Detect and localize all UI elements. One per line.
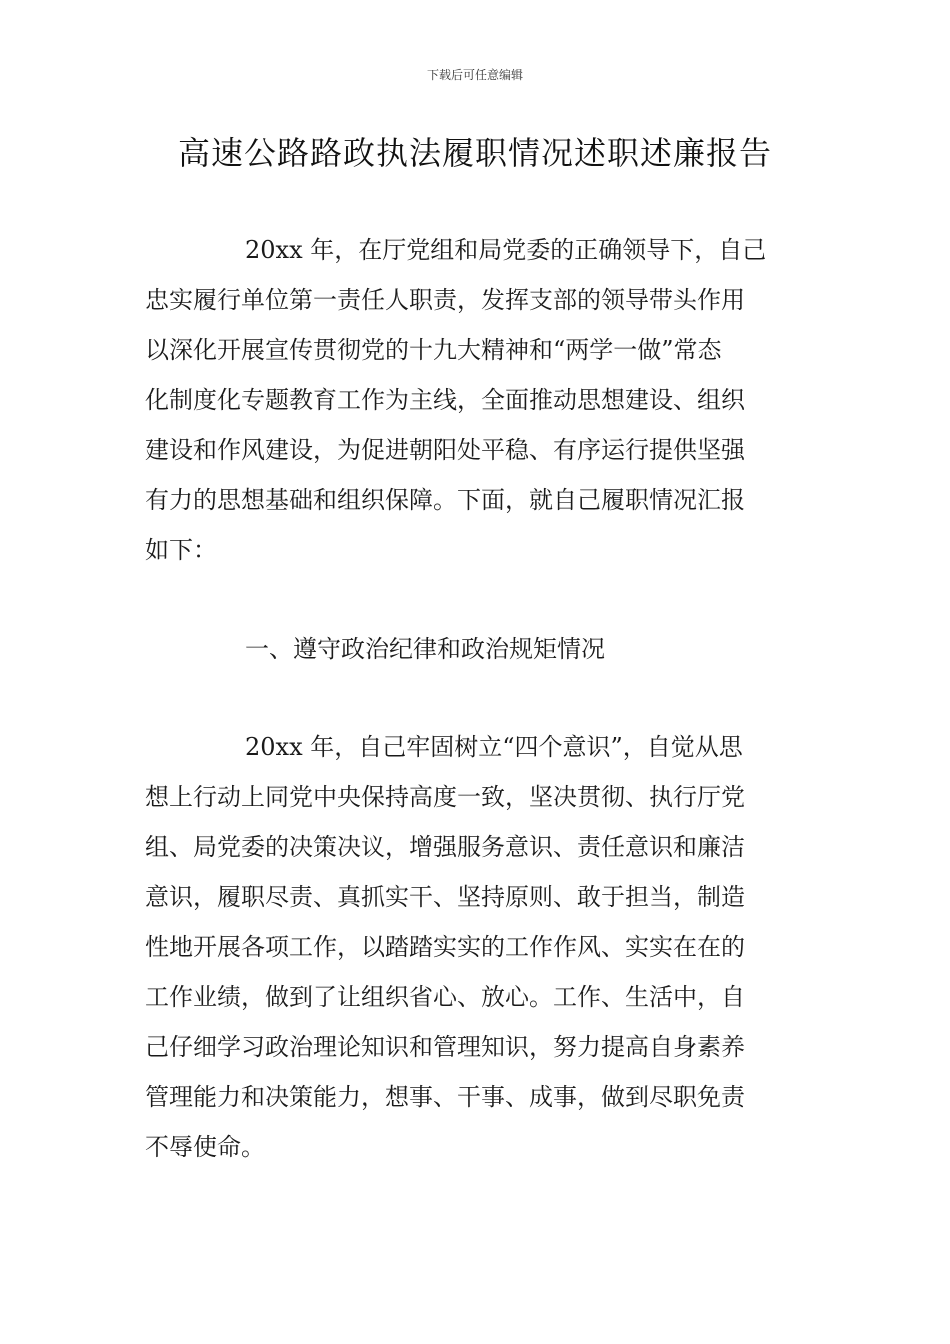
- text-line: 如下：: [145, 536, 217, 564]
- section-heading: [145, 624, 810, 674]
- text-line: 工作业绩，做到了让组织省心、放心。工作、生活中，自: [145, 983, 745, 1011]
- text-line: 管理能力和决策能力，想事、干事、成事，做到尽职免责: [145, 1083, 745, 1111]
- paragraph-intro: [145, 225, 810, 575]
- document-title: 高速公路路政执法履职情况述职述廉报告: [177, 134, 772, 172]
- text-line: 组、局党委的决策决议，增强服务意识、责任意识和廉洁: [145, 833, 745, 861]
- text-line: 20xx 年，在厅党组和局党委的正确领导下，自己: [245, 236, 767, 264]
- text-line: 以深化开展宣传贯彻党的十九大精神和“两学一做”常态: [145, 336, 722, 364]
- text-line: 己仔细学习政治理论知识和管理知识，努力提高自身素养: [145, 1033, 745, 1061]
- text-line: 20xx 年，自己牢固树立“四个意识”，自觉从思: [245, 733, 743, 761]
- text-line: 忠实履行单位第一责任人职责，发挥支部的领导带头作用: [145, 286, 745, 314]
- text-line: 建设和作风建设，为促进朝阳处平稳、有序运行提供坚强: [145, 436, 745, 464]
- text-line: 化制度化专题教育工作为主线，全面推动思想建设、组织: [145, 386, 745, 414]
- paragraph-section-one: [145, 722, 810, 1172]
- header-note: 下载后可任意编辑: [426, 68, 523, 82]
- text-line: 想上行动上同党中央保持高度一致，坚决贯彻、执行厅党: [145, 783, 745, 811]
- section-heading-text: 一、遵守政治纪律和政治规矩情况: [245, 635, 605, 663]
- text-line: 有力的思想基础和组织保障。下面，就自己履职情况汇报: [145, 486, 745, 514]
- text-line: 性地开展各项工作，以踏踏实实的工作作风、实实在在的: [145, 933, 745, 961]
- text-line: 不辱使命。: [145, 1133, 265, 1161]
- text-line: 意识，履职尽责、真抓实干、坚持原则、敢于担当，制造: [145, 883, 745, 911]
